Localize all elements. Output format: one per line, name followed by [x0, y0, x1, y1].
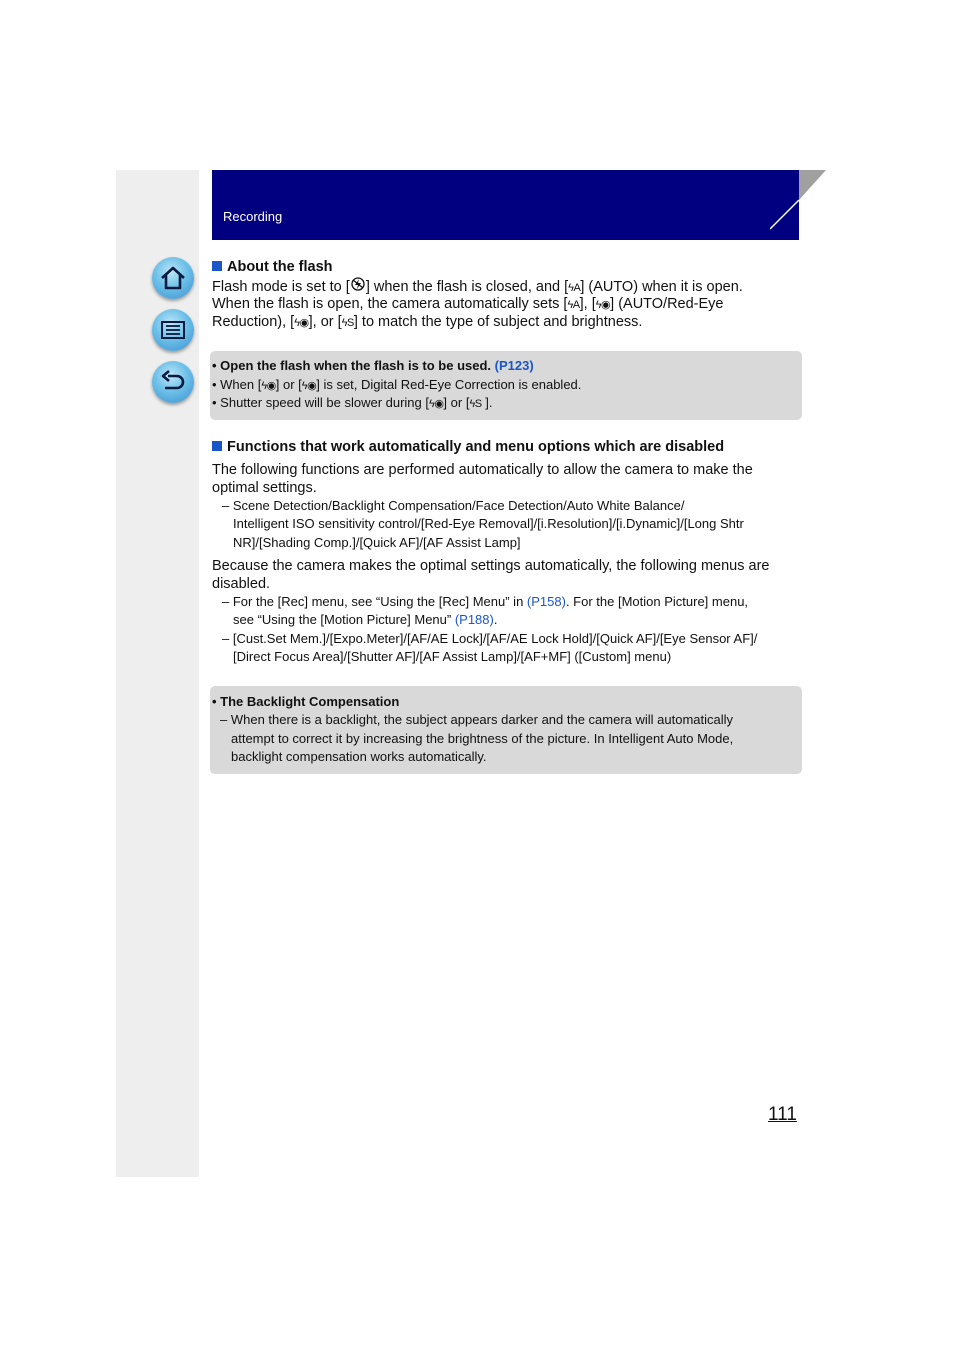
flash-note-title: • Open the flash when the flash is to be used. (P123): [212, 358, 534, 373]
disabled-list-line-2: see “Using the [Motion Picture] Menu” (P188).: [233, 612, 498, 627]
flash-slow-sync-red-eye-icon: ϟ◉: [294, 317, 309, 329]
link-p188[interactable]: (P188): [454, 612, 494, 627]
flash-line-3: Reduction), [ϟ◉], or [ϟS] to match the type of subject and brightness.: [212, 314, 643, 330]
menu-button[interactable]: [152, 309, 194, 351]
flash-off-icon: [350, 277, 366, 291]
link-p158[interactable]: (P158): [526, 594, 566, 609]
flash-auto-red-eye-icon: ϟ◉: [261, 380, 276, 392]
flash-note-item-1: • When [ϟ◉] or [ϟ◉] is set, Digital Red-Eye Correction is enabled.: [212, 376, 581, 396]
auto-functions-list-line-3: NR]/[Shading Comp.]/[Quick AF]/[AF Assist Lamp]: [233, 535, 521, 550]
link-p123[interactable]: (P123): [494, 358, 534, 373]
home-icon: [159, 264, 187, 292]
backlight-note-title: • The Backlight Compensation: [212, 694, 400, 709]
flash-heading: About the flash: [212, 259, 333, 275]
backlight-note-line-3: backlight compensation works automatically.: [231, 749, 487, 764]
flash-auto-icon: ϟA: [568, 282, 581, 294]
flash-slow-sync-red-eye-icon: ϟ◉: [429, 398, 444, 410]
flash-slow-sync-red-eye-icon: ϟ◉: [301, 380, 317, 392]
disabled-list-line-4: [Direct Focus Area]/[Shutter AF]/[AF Assist Lamp]/[AF+MF] ([Custom] menu): [233, 649, 672, 664]
disabled-list-line-3: – [Cust.Set Mem.]/[Expo.Meter]/[AF/AE Lock]/[AF/AE Lock Hold]/[Quick AF]/[Eye Sensor AF]/: [222, 631, 758, 646]
square-bullet-icon: [212, 261, 222, 271]
back-arrow-icon: [159, 368, 187, 396]
flash-auto-red-eye-icon: ϟ◉: [595, 299, 611, 311]
back-button[interactable]: [152, 361, 194, 403]
auto-functions-list-line-1: – Scene Detection/Backlight Compensation/Face Detection/Auto White Balance/: [222, 498, 685, 513]
menu-list-icon: [159, 316, 187, 344]
home-button[interactable]: [152, 257, 194, 299]
flash-slow-sync-icon: ϟS: [469, 398, 482, 410]
backlight-note-box: [210, 686, 802, 774]
section-header: [212, 170, 799, 240]
flash-auto-icon: ϟA: [567, 299, 580, 311]
flash-slow-sync-icon: ϟS: [341, 317, 354, 329]
flash-note-item-2: • Shutter speed will be slower during [ϟ◉] or [ϟS ].: [212, 394, 492, 414]
page-corner-fold: [770, 170, 826, 232]
auto-functions-list-line-2: Intelligent ISO sensitivity control/[Red-Eye Removal]/[i.Resolution]/[i.Dynamic]/[Long Shtr: [233, 516, 744, 531]
functions-intro-2: optimal settings.: [212, 480, 317, 496]
square-bullet-icon: [212, 441, 222, 451]
flash-line-2: When the flash is open, the camera automatically sets [ϟA], [ϟ◉] (AUTO/Red-Eye: [212, 296, 724, 312]
page-number: 111: [768, 1104, 797, 1125]
backlight-note-line-1: – When there is a backlight, the subject appears darker and the camera will automatically: [220, 712, 734, 727]
disabled-list-line-1: – For the [Rec] menu, see “Using the [Rec] Menu” in (P158). For the [Motion Picture] menu,: [222, 594, 749, 609]
disabled-intro-1: Because the camera makes the optimal settings automatically, the following menus are: [212, 558, 770, 574]
functions-intro-1: The following functions are performed automatically to allow the camera to make the: [212, 462, 753, 478]
flash-line-1: Flash mode is set to [ ] when the flash is closed, and [ϟA] (AUTO) when it is open.: [212, 279, 743, 295]
section-label: Recording: [223, 209, 283, 224]
flash-note-box: [210, 351, 802, 420]
backlight-note-line-2: attempt to correct it by increasing the brightness of the picture. In Intelligent Auto Mode,: [231, 731, 734, 746]
functions-heading: Functions that work automatically and menu options which are disabled: [212, 439, 724, 455]
disabled-intro-2: disabled.: [212, 576, 271, 592]
